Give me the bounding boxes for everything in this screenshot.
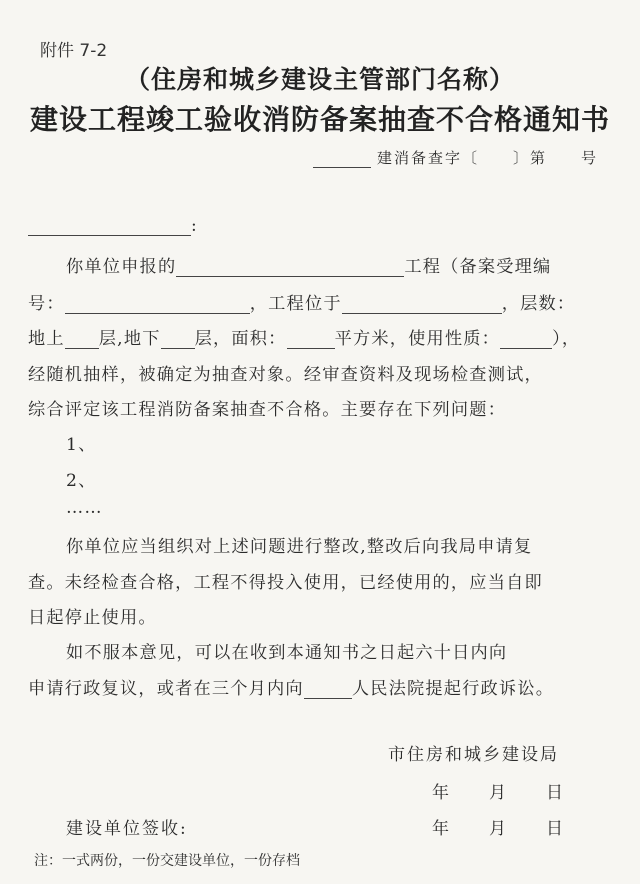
project-location-blank <box>342 296 502 314</box>
para2-line2: 查。未经检查合格，工程不得投入使用，已经使用的，应当自即 <box>28 573 543 593</box>
floors-below-blank <box>161 331 195 349</box>
receipt-label: 建设单位签收: <box>66 819 188 839</box>
court-name-blank <box>304 681 352 699</box>
usage-nature-blank <box>500 331 552 349</box>
issue-item: …… <box>66 498 103 518</box>
issue-item: 1、 <box>66 435 97 455</box>
area-blank <box>287 331 335 349</box>
para3-line1: 如不服本意见，可以在收到本通知书之日起六十日内向 <box>66 643 508 663</box>
document-number-blank <box>313 153 371 168</box>
project-name-blank <box>176 259 404 277</box>
addressee-blank <box>28 219 191 236</box>
para1-line2: 号： ，工程位于 ，层数： <box>28 294 576 314</box>
footnote: 注：一式两份，一份交建设单位，一份存档 <box>34 853 300 869</box>
para2-line3: 日起停止使用。 <box>28 608 157 628</box>
floors-above-blank <box>65 331 99 349</box>
authority-signature: 市住房和城乡建设局 <box>388 745 559 765</box>
para1-line1: 你单位申报的 工程（备案受理编 <box>66 257 552 277</box>
acceptance-number-blank <box>65 296 250 314</box>
para1-line3: 地上 层,地下 层，面积： 平方米，使用性质： ）， <box>28 329 581 349</box>
issuing-authority-title: （住房和城乡建设主管部门名称） <box>124 65 515 94</box>
document-title: 建设工程竣工验收消防备案抽查不合格通知书 <box>29 103 610 136</box>
attachment-label: 附件 7-2 <box>40 41 108 61</box>
issue-item: 2、 <box>66 471 97 491</box>
para2-line1: 你单位应当组织对上述问题进行整改,整改后向我局申请复 <box>66 537 533 557</box>
para1-line5: 综合评定该工程消防备案抽查不合格。主要存在下列问题： <box>28 400 507 420</box>
addressee-line: : <box>28 216 197 236</box>
para1-line4: 经随机抽样，被确定为抽查对象。经审查资料及现场检查测试， <box>28 365 543 385</box>
para3-line2: 申请行政复议，或者在三个月内向 人民法院提起行政诉讼。 <box>28 679 555 699</box>
issue-date: 年 月 日 <box>432 783 565 803</box>
document-number: 建消备查字〔 〕第 号 <box>313 147 598 168</box>
receipt-date: 年 月 日 <box>432 819 565 839</box>
